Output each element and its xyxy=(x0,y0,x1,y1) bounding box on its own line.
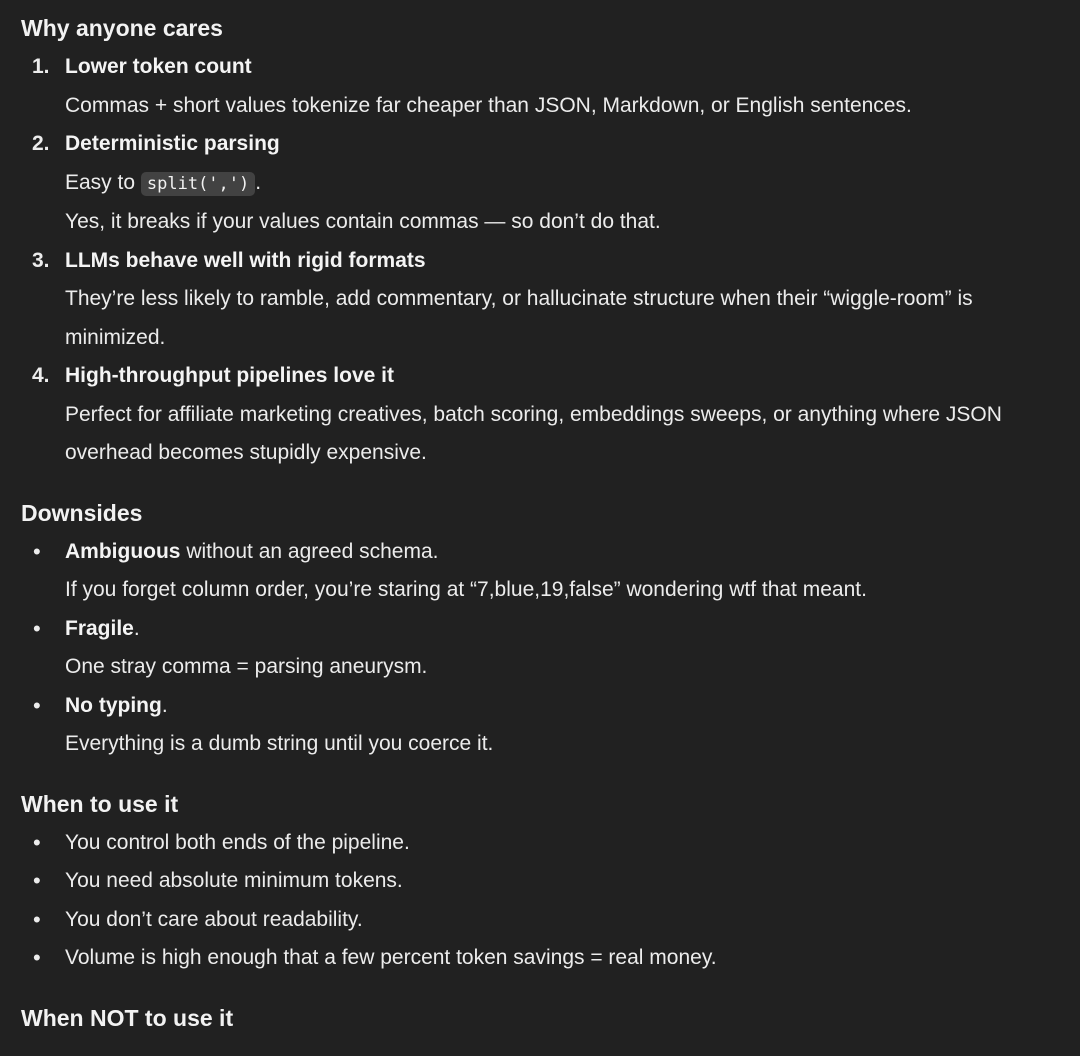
item-number: 4. xyxy=(32,364,50,387)
item-description: minimized. xyxy=(65,325,166,349)
list-item: • Ambiguous without an agreed schema. If you forget column order, you’re staring at “7,blue,19,false” wondering wtf that meant. xyxy=(21,533,1061,610)
item-title: LLMs behave well with rigid formats xyxy=(65,248,426,272)
list-item: • No typing. Everything is a dumb string until you coerce it. xyxy=(21,687,1061,764)
item-text: Volume is high enough that a few percent token savings = real money. xyxy=(65,946,717,969)
numbered-item xyxy=(21,357,1061,473)
item-description: overhead becomes stupidly expensive. xyxy=(65,441,427,464)
numbered-item xyxy=(21,48,1061,125)
list-item xyxy=(21,901,1061,940)
list-item xyxy=(21,824,1061,863)
item-text: You need absolute minimum tokens. xyxy=(65,869,403,892)
item-title: Deterministic parsing xyxy=(65,132,280,155)
item-title: Fragile xyxy=(65,616,134,640)
bullet: • xyxy=(33,538,41,564)
section-heading-why: Why anyone cares xyxy=(21,15,223,41)
item-text: You don’t care about readability. xyxy=(65,907,363,931)
item-description: Yes, it breaks if your values contain commas — so don’t do that. xyxy=(65,210,661,233)
section-heading-downsides: Downsides xyxy=(21,499,143,526)
item-description: Commas + short values tokenize far cheaper than JSON, Markdown, or English sentences. xyxy=(65,93,912,117)
item-description: One stray comma = parsing aneurysm. xyxy=(65,655,428,678)
item-title: No typing xyxy=(65,693,162,717)
message-content xyxy=(21,8,1061,1038)
bullet: • xyxy=(33,906,41,932)
bullet: • xyxy=(33,692,41,718)
bullet: • xyxy=(33,868,41,893)
item-title: Ambiguous xyxy=(65,539,181,563)
item-description: They’re less likely to ramble, add commentary, or hallucinate structure when their “wiggle-room” is xyxy=(65,287,973,310)
list-item xyxy=(21,939,1061,978)
bullet: • xyxy=(33,945,41,970)
item-description: Easy to split(',') . xyxy=(65,170,262,194)
list-item xyxy=(21,862,1061,901)
item-number: 3. xyxy=(32,248,50,272)
bullet: • xyxy=(33,615,41,641)
item-title: Lower token count xyxy=(65,55,252,78)
section-heading-when-to-use: When to use it xyxy=(21,790,179,817)
inline-code: split(',') xyxy=(141,172,255,196)
item-number: 1. xyxy=(32,55,50,78)
section-heading-when-not-to-use: When NOT to use it xyxy=(21,1004,234,1031)
item-description: Everything is a dumb string until you coerce it. xyxy=(65,732,494,755)
item-number: 2. xyxy=(32,132,50,155)
item-description: If you forget column order, you’re staring at “7,blue,19,false” wondering wtf that meant. xyxy=(65,578,867,601)
numbered-item xyxy=(21,125,1061,242)
list-item: • Fragile. One stray comma = parsing aneurysm. xyxy=(21,610,1061,687)
item-title: High-throughput pipelines love it xyxy=(65,364,394,387)
numbered-item xyxy=(21,242,1061,358)
item-description: Perfect for affiliate marketing creatives, batch scoring, embeddings sweeps, or anything where JSON xyxy=(65,402,1002,426)
bullet: • xyxy=(33,829,41,855)
item-text: You control both ends of the pipeline. xyxy=(65,830,410,854)
